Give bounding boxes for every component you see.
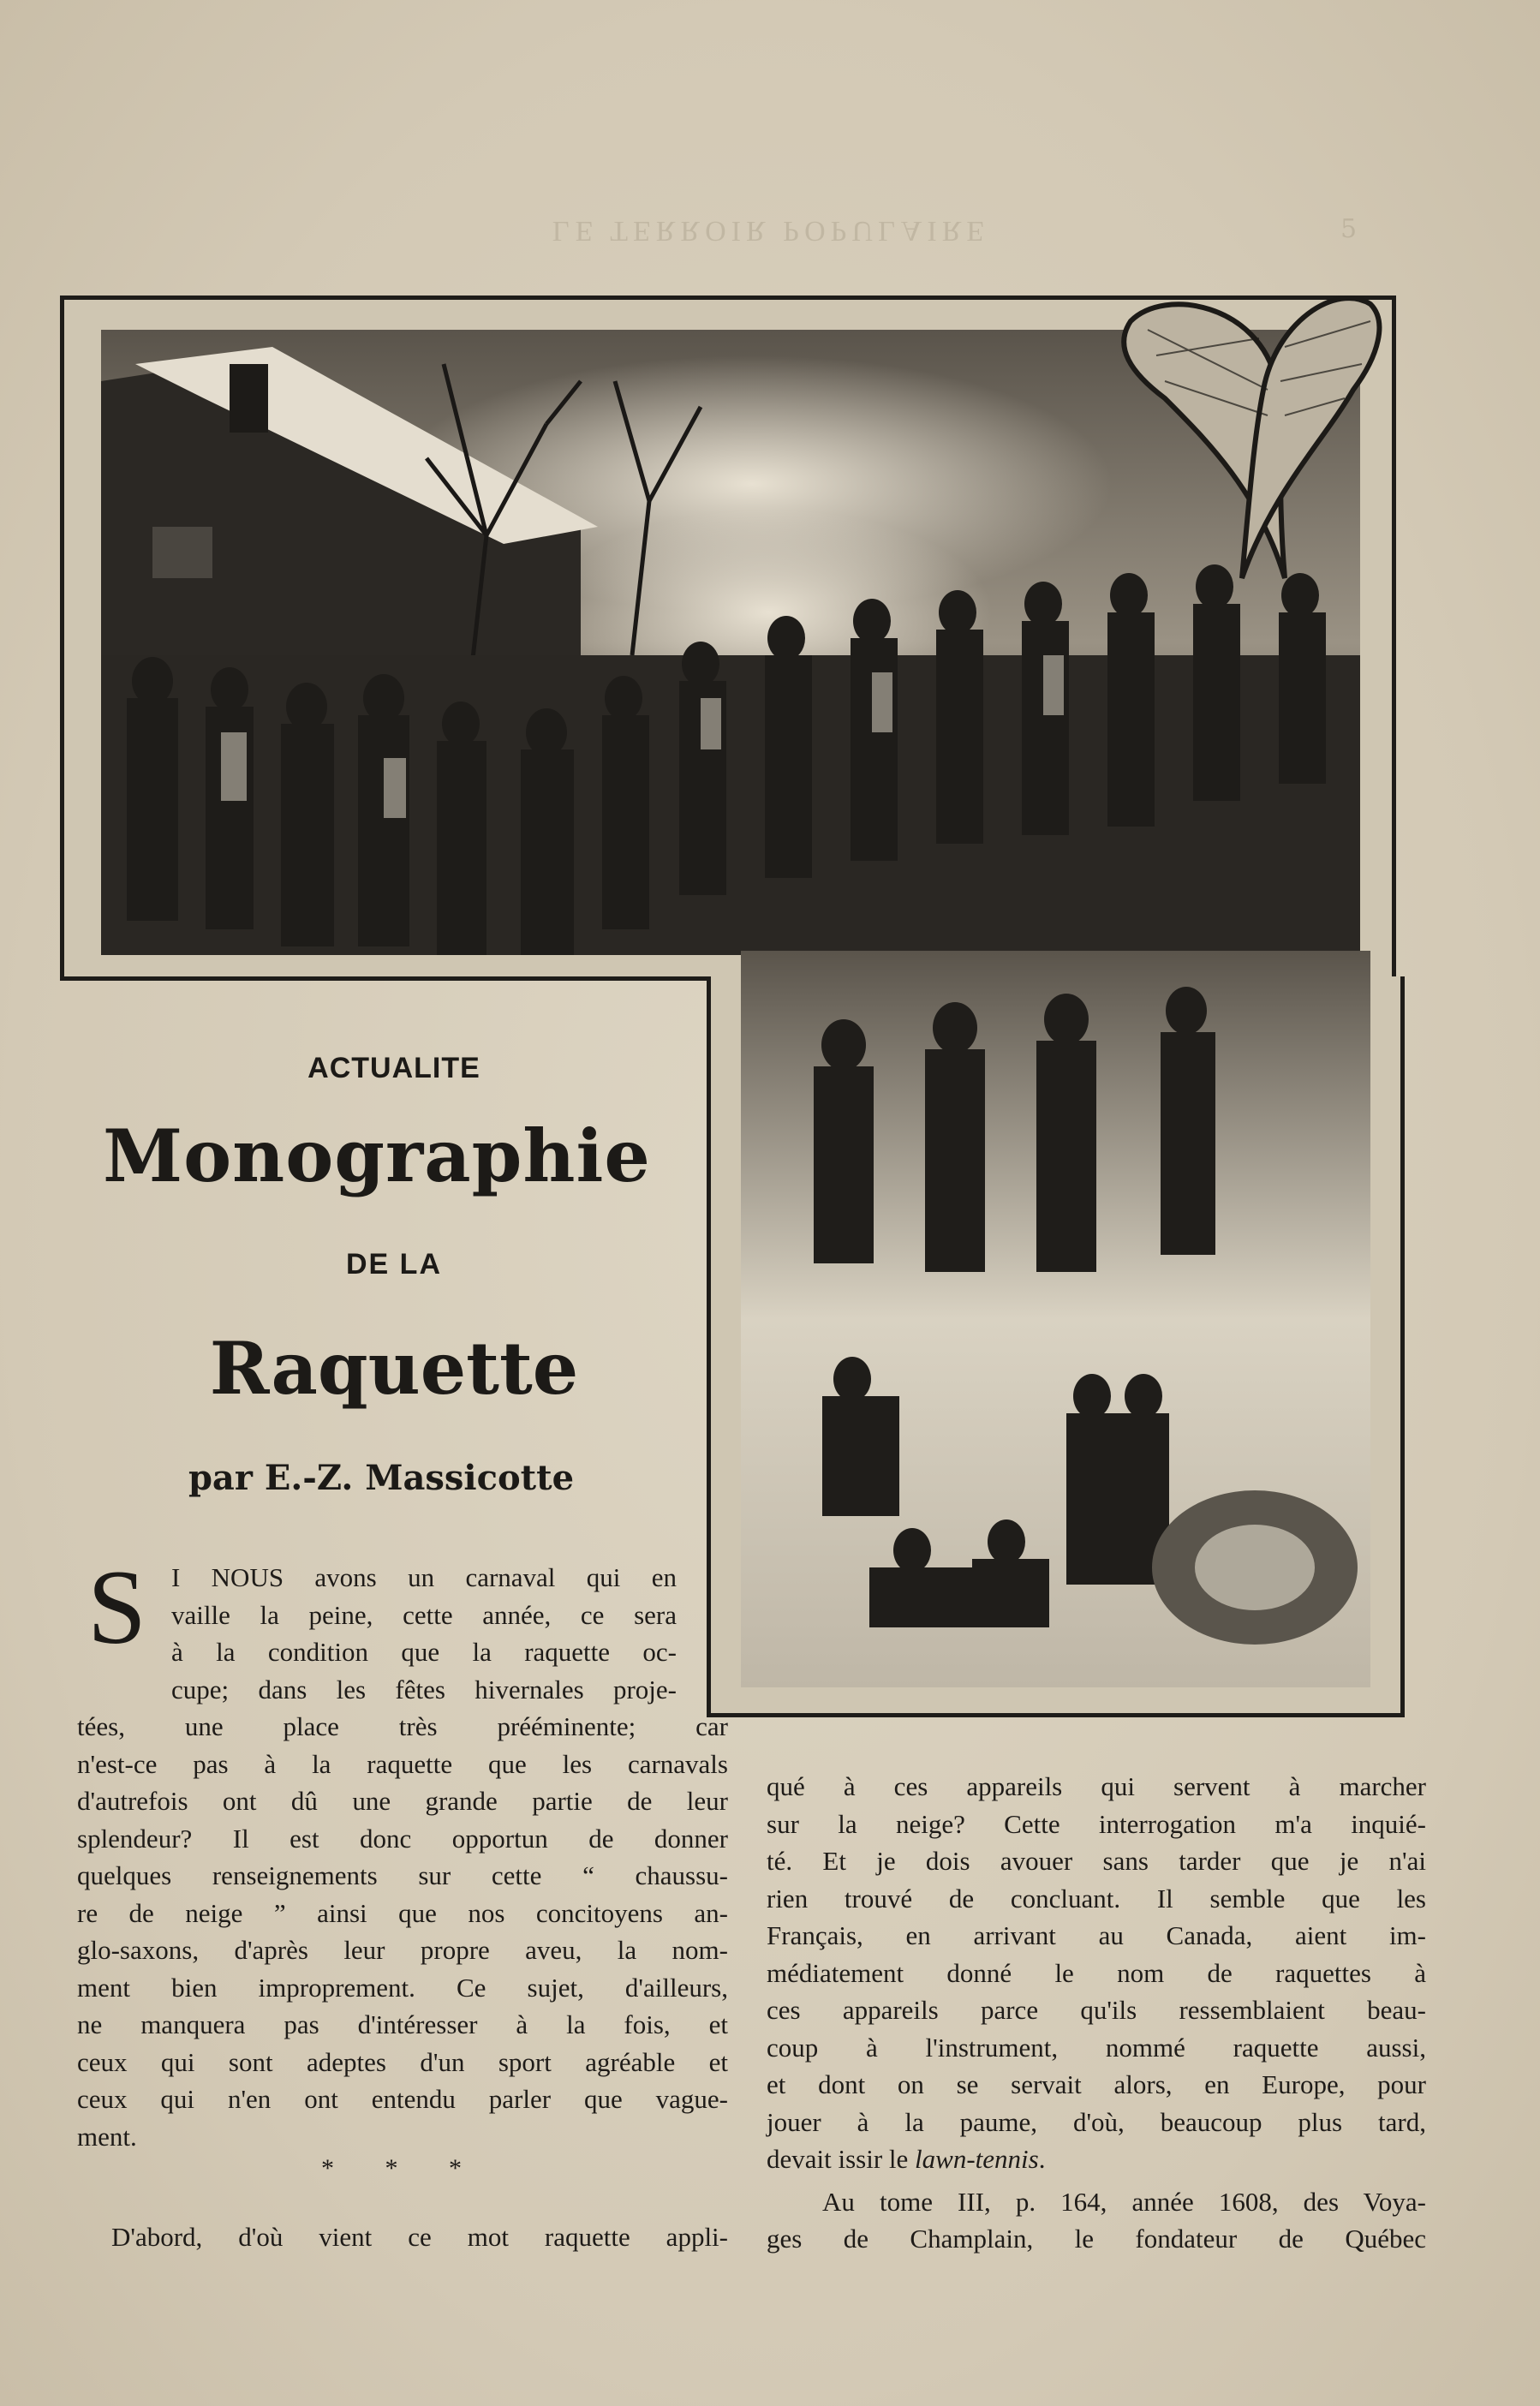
text-line: sur la neige? Cette interrogation m'a inquié- bbox=[767, 1808, 1426, 1839]
drop-cap: S bbox=[87, 1549, 146, 1666]
text-line: ment bien improprement. Ce sujet, d'ailleurs, bbox=[77, 1972, 728, 2003]
text-line: d'autrefois ont dû une grande partie de leur bbox=[77, 1786, 728, 1816]
text-line: I NOUS avons un carnaval qui en bbox=[171, 1562, 677, 1592]
column-2-text bbox=[767, 1768, 1426, 2258]
column-1-last-line: D'abord, d'où vient ce mot raquette appli- bbox=[111, 2222, 728, 2252]
text-line: cupe; dans les fêtes hivernales proje- bbox=[171, 1674, 677, 1704]
text-line: ment. bbox=[77, 2121, 137, 2152]
column-1-lead bbox=[171, 1559, 677, 1708]
text-line: coup à l'instrument, nommé raquette aussi, bbox=[767, 2032, 1426, 2063]
italic-term: lawn-tennis bbox=[915, 2144, 1039, 2174]
article-byline: par E.-Z. Massicotte bbox=[188, 1458, 575, 1498]
text-line: ces appareils parce qu'ils ressemblaient beau- bbox=[767, 1995, 1426, 2025]
text-line: n'est-ce pas à la raquette que les carnavals bbox=[77, 1748, 728, 1779]
article-kicker: ACTUALITE bbox=[307, 1052, 481, 1084]
text-fragment: devait issir le bbox=[767, 2144, 916, 2174]
text-line: qué à ces appareils qui servent à marcher bbox=[767, 1771, 1426, 1801]
crossed-snowshoes-icon bbox=[1113, 287, 1396, 595]
text-line: quelques renseignements sur cette “ chaussu- bbox=[77, 1860, 728, 1890]
text-line: rien trouvé de concluant. Il semble que les bbox=[767, 1883, 1426, 1913]
text-line: ne manquera pas d'intéresser à la fois, et bbox=[77, 2009, 728, 2039]
article-title-connector: DE LA bbox=[346, 1248, 442, 1281]
winter-carnival-engraving-lower bbox=[741, 951, 1370, 1687]
text-line: tées, une place très prééminente; car bbox=[77, 1711, 728, 1741]
text-line: ges de Champlain, le fondateur de Québec bbox=[767, 2224, 1426, 2254]
text-line: ceux qui n'en ont entendu parler que vague- bbox=[77, 2084, 728, 2114]
text-line: médiatement donné le nom de raquettes à bbox=[767, 1957, 1426, 1988]
text-line: vaille la peine, cette année, ce sera bbox=[171, 1599, 677, 1630]
text-line: glo-saxons, d'après leur propre aveu, la nom- bbox=[77, 1935, 728, 1965]
text-line: té. Et je dois avouer sans tarder que je n'ai bbox=[767, 1846, 1426, 1876]
text-line: jouer à la paume, d'où, beaucoup plus tard, bbox=[767, 2106, 1426, 2137]
text-line: ceux qui sont adeptes d'un sport agréable et bbox=[77, 2046, 728, 2077]
column-1-text bbox=[77, 1708, 728, 2155]
article-title: Monographie bbox=[103, 1113, 651, 1198]
article-subtitle: Raquette bbox=[209, 1326, 579, 1411]
text-line bbox=[767, 2140, 1426, 2178]
text-line: Français, en arrivant au Canada, aient im- bbox=[767, 1920, 1426, 1950]
text-fragment: . bbox=[1038, 2144, 1046, 2174]
text-line: à la condition que la raquette oc- bbox=[171, 1637, 677, 1667]
page-number: 5 bbox=[1340, 214, 1358, 244]
text-line: splendeur? Il est donc opportun de donner bbox=[77, 1823, 728, 1854]
text-line: et dont on se servait alors, en Europe, pour bbox=[767, 2069, 1426, 2099]
text-line: Au tome III, p. 164, année 1608, des Voya- bbox=[822, 2186, 1426, 2217]
text-line: re de neige ” ainsi que nos concitoyens an- bbox=[77, 1897, 728, 1928]
section-separator: * * * bbox=[321, 2154, 484, 2182]
running-head: LE TERROIR POPULAIRE bbox=[552, 215, 990, 247]
